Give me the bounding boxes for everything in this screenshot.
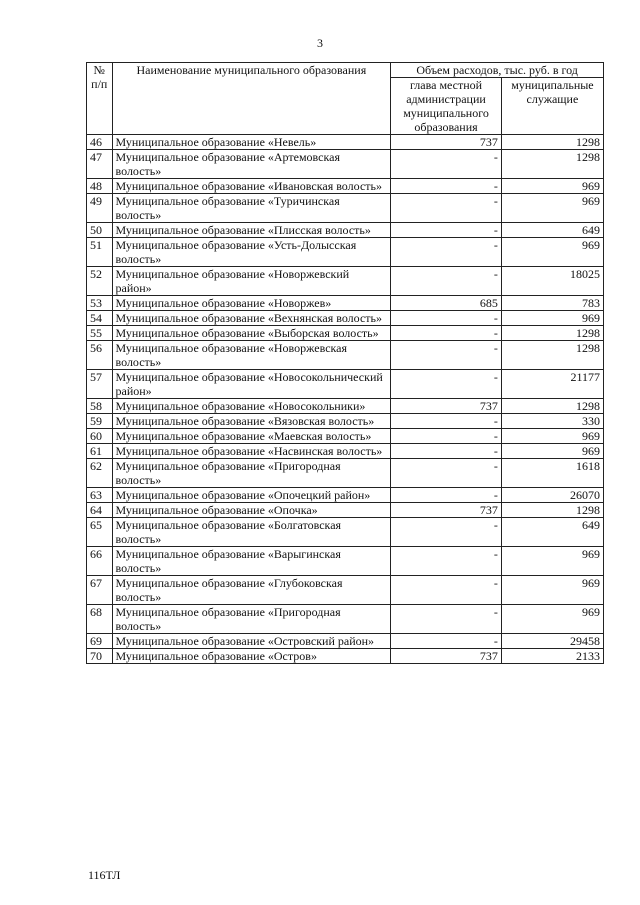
row-head-expense: - (391, 179, 502, 194)
row-name: Муниципальное образование «Опочка» (112, 503, 391, 518)
row-employees-expense: 1298 (501, 150, 603, 179)
row-employees-expense: 18025 (501, 267, 603, 296)
row-name: Муниципальное образование «Пригородная волость» (112, 605, 391, 634)
row-head-expense: - (391, 267, 502, 296)
row-employees-expense: 649 (501, 223, 603, 238)
header-head-admin: глава местной администрации муниципального образования (391, 78, 502, 135)
row-employees-expense: 969 (501, 179, 603, 194)
expenses-table (86, 62, 604, 664)
row-name: Муниципальное образование «Артемовская волость» (112, 150, 391, 179)
row-employees-expense: 783 (501, 296, 603, 311)
row-name: Муниципальное образование «Ивановская волость» (112, 179, 391, 194)
row-employees-expense: 969 (501, 311, 603, 326)
footer-code: 116ТЛ (88, 868, 121, 882)
row-name: Муниципальное образование «Опочецкий район» (112, 488, 391, 503)
row-number: 51 (87, 238, 113, 267)
table-row (87, 399, 604, 414)
row-head-expense: - (391, 488, 502, 503)
row-number: 66 (87, 547, 113, 576)
row-head-expense: - (391, 605, 502, 634)
row-head-expense: - (391, 634, 502, 649)
row-employees-expense: 969 (501, 429, 603, 444)
row-number: 58 (87, 399, 113, 414)
table-row (87, 223, 604, 238)
row-head-expense: - (391, 238, 502, 267)
row-employees-expense: 330 (501, 414, 603, 429)
row-name: Муниципальное образование «Туричинская волость» (112, 194, 391, 223)
row-employees-expense: 2133 (501, 649, 603, 664)
row-number: 63 (87, 488, 113, 503)
header-num: № п/п (87, 63, 113, 135)
row-number: 69 (87, 634, 113, 649)
row-head-expense: 685 (391, 296, 502, 311)
row-head-expense: 737 (391, 649, 502, 664)
row-number: 46 (87, 135, 113, 150)
row-number: 67 (87, 576, 113, 605)
row-number: 48 (87, 179, 113, 194)
row-head-expense: - (391, 444, 502, 459)
row-name: Муниципальное образование «Новосокольнический район» (112, 370, 391, 399)
header-municipal-employees: муниципальные служащие (501, 78, 603, 135)
row-head-expense: - (391, 429, 502, 444)
row-name: Муниципальное образование «Вехнянская волость» (112, 311, 391, 326)
row-employees-expense: 1298 (501, 341, 603, 370)
row-number: 64 (87, 503, 113, 518)
row-employees-expense: 1298 (501, 399, 603, 414)
row-name: Муниципальное образование «Выборская волость» (112, 326, 391, 341)
table-row (87, 414, 604, 429)
row-name: Муниципальное образование «Болгатовская волость» (112, 518, 391, 547)
row-number: 50 (87, 223, 113, 238)
table-row (87, 518, 604, 547)
row-name: Муниципальное образование «Новосокольники» (112, 399, 391, 414)
table-row (87, 238, 604, 267)
row-head-expense: - (391, 576, 502, 605)
row-number: 60 (87, 429, 113, 444)
row-number: 61 (87, 444, 113, 459)
row-head-expense: - (391, 326, 502, 341)
row-head-expense: - (391, 150, 502, 179)
row-employees-expense: 969 (501, 194, 603, 223)
row-number: 49 (87, 194, 113, 223)
row-name: Муниципальное образование «Маевская волость» (112, 429, 391, 444)
row-number: 55 (87, 326, 113, 341)
row-name: Муниципальное образование «Варыгинская волость» (112, 547, 391, 576)
table-body (87, 135, 604, 664)
row-employees-expense: 969 (501, 605, 603, 634)
table-row (87, 135, 604, 150)
row-name: Муниципальное образование «Невель» (112, 135, 391, 150)
row-employees-expense: 1298 (501, 503, 603, 518)
table-row (87, 444, 604, 459)
table-row (87, 576, 604, 605)
row-head-expense: 737 (391, 135, 502, 150)
row-head-expense: - (391, 223, 502, 238)
row-head-expense: - (391, 341, 502, 370)
row-employees-expense: 26070 (501, 488, 603, 503)
row-name: Муниципальное образование «Усть-Долысская волость» (112, 238, 391, 267)
header-expenses-group: Объем расходов, тыс. руб. в год (391, 63, 604, 78)
table-row (87, 459, 604, 488)
row-name: Муниципальное образование «Насвинская волость» (112, 444, 391, 459)
row-employees-expense: 29458 (501, 634, 603, 649)
row-number: 56 (87, 341, 113, 370)
row-head-expense: - (391, 518, 502, 547)
row-number: 62 (87, 459, 113, 488)
row-head-expense: 737 (391, 399, 502, 414)
row-number: 68 (87, 605, 113, 634)
row-employees-expense: 1298 (501, 326, 603, 341)
row-employees-expense: 969 (501, 576, 603, 605)
row-head-expense: 737 (391, 503, 502, 518)
table-row (87, 267, 604, 296)
row-name: Муниципальное образование «Плисская волость» (112, 223, 391, 238)
table-row (87, 649, 604, 664)
row-head-expense: - (391, 194, 502, 223)
table-row (87, 488, 604, 503)
table-row (87, 179, 604, 194)
row-head-expense: - (391, 370, 502, 399)
table-row (87, 503, 604, 518)
row-employees-expense: 21177 (501, 370, 603, 399)
row-number: 70 (87, 649, 113, 664)
row-name: Муниципальное образование «Глубоковская волость» (112, 576, 391, 605)
table-row (87, 634, 604, 649)
row-name: Муниципальное образование «Новоржевская волость» (112, 341, 391, 370)
table-row (87, 341, 604, 370)
table-row (87, 429, 604, 444)
row-name: Муниципальное образование «Новоржев» (112, 296, 391, 311)
table-row (87, 311, 604, 326)
row-number: 54 (87, 311, 113, 326)
table-header-row (87, 63, 604, 78)
row-name: Муниципальное образование «Островский район» (112, 634, 391, 649)
row-name: Муниципальное образование «Новоржевский район» (112, 267, 391, 296)
header-name: Наименование муниципального образования (112, 63, 391, 135)
table-row (87, 605, 604, 634)
row-head-expense: - (391, 547, 502, 576)
row-number: 65 (87, 518, 113, 547)
row-name: Муниципальное образование «Остров» (112, 649, 391, 664)
page-number: 3 (317, 36, 323, 50)
table-row (87, 326, 604, 341)
row-employees-expense: 649 (501, 518, 603, 547)
row-number: 53 (87, 296, 113, 311)
row-name: Муниципальное образование «Вязовская волость» (112, 414, 391, 429)
row-employees-expense: 1298 (501, 135, 603, 150)
table-row (87, 150, 604, 179)
table-row (87, 194, 604, 223)
row-head-expense: - (391, 311, 502, 326)
row-name: Муниципальное образование «Пригородная волость» (112, 459, 391, 488)
row-number: 59 (87, 414, 113, 429)
row-number: 57 (87, 370, 113, 399)
table-row (87, 296, 604, 311)
row-employees-expense: 969 (501, 444, 603, 459)
table-row (87, 547, 604, 576)
row-number: 52 (87, 267, 113, 296)
row-head-expense: - (391, 459, 502, 488)
row-number: 47 (87, 150, 113, 179)
row-employees-expense: 969 (501, 238, 603, 267)
table-row (87, 370, 604, 399)
row-employees-expense: 1618 (501, 459, 603, 488)
row-employees-expense: 969 (501, 547, 603, 576)
row-head-expense: - (391, 414, 502, 429)
